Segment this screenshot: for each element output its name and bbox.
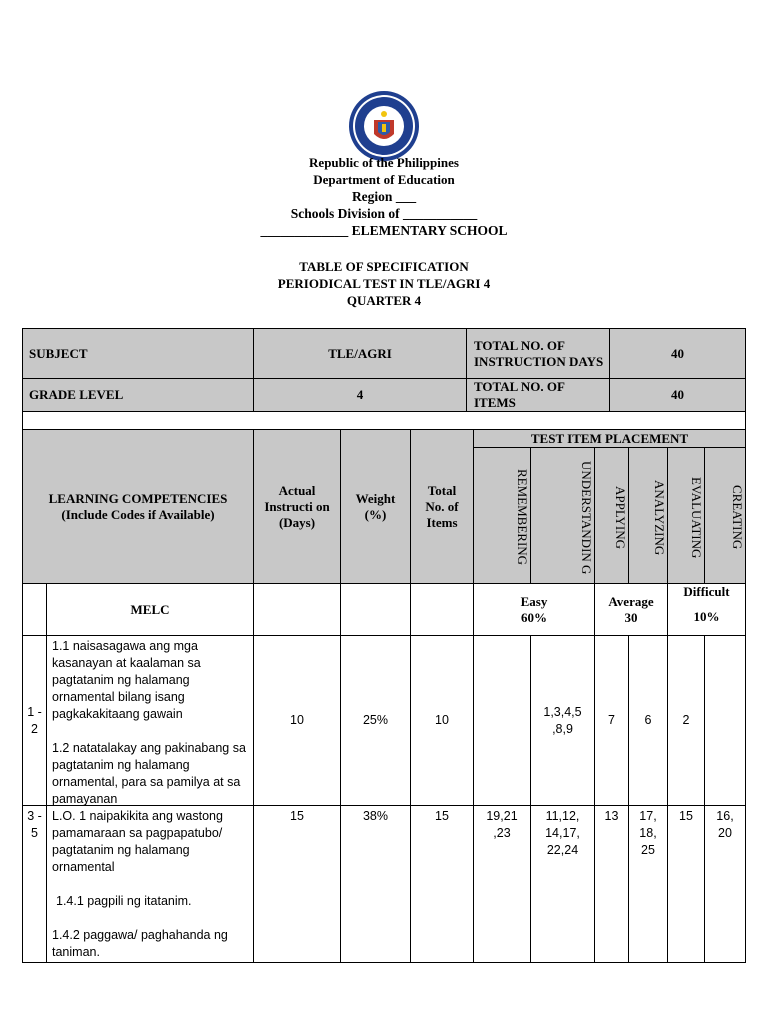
difficulty-blank-days [253,583,341,636]
title-table-of-specification: TABLE OF SPECIFICATION [299,259,469,274]
melc-row-num-blank [22,583,47,636]
understanding-header: UNDERSTANDIN G [530,447,595,584]
evaluating-header: EVALUATING [667,447,705,584]
average-label: Average [608,593,654,609]
creating-header: CREATING [704,447,746,584]
remembering-cell-1 [473,635,531,806]
competency-2-b: 1.4.1 pagpili ng itatanim. [56,894,192,908]
days-cell-2: 15 [253,805,341,963]
applying-cell-1: 7 [594,635,629,806]
difficult-label: Difficult [683,584,730,599]
header-department: Department of Education [313,172,455,187]
easy-percent: 60% [521,609,547,625]
competency-1-a: 1.1 naisasagawa ang mga kasanayan at kaalaman sa pagtatanim ng halamang ornamental bilang isang pagkakakitaang gawain [52,639,201,721]
difficult-percent: 10% [693,609,720,624]
remembering-header: REMEMBERING [473,447,531,584]
actual-days-header: Actual Instructi on (Days) [253,429,341,584]
competency-2-c: 1.4.2 paggawa/ paghahanda ng taniman. [52,928,228,959]
difficulty-blank-weight [340,583,411,636]
subject-value: TLE/AGRI [253,328,467,379]
header-division: Schools Division of ___________ [290,206,478,221]
subject-label: SUBJECT [22,328,254,379]
grade-value: 4 [253,378,467,412]
week-cell-2: 3 - 5 [22,805,47,963]
header-region: Region ___ [351,189,417,204]
evaluating-cell-2: 15 [667,805,705,963]
grade-label: GRADE LEVEL [22,378,254,412]
items-value: 40 [609,378,746,412]
title-periodical-test: PERIODICAL TEST IN TLE/AGRI 4 [277,276,491,291]
difficult-cell [667,583,746,636]
weight-cell-2: 38% [340,805,411,963]
creating-cell-2: 16, 20 [704,805,746,963]
applying-header: APPLYING [594,447,629,584]
spacer-row [22,411,746,430]
items-cell-2: 15 [410,805,474,963]
competency-1-b: 1.2 natatalakay ang pakinabang sa pagtatanim ng halamang ornamental, para sa pamilya at sa pamayanan [52,741,246,806]
applying-cell-2: 13 [594,805,629,963]
competency-2-a: L.O. 1 naipakikita ang wastong pamamaraan sa pagpapatubo/ pagtatanim ng halamang ornamental [52,809,223,874]
items-label: TOTAL NO. OF ITEMS [466,378,610,412]
deped-seal-logo [348,90,420,162]
header-republic: Republic of the Philippines [309,155,459,170]
understanding-cell-1: 1,3,4,5 ,8,9 [530,635,595,806]
analyzing-cell-2: 17, 18, 25 [628,805,668,963]
days-value: 40 [609,328,746,379]
melc-label: MELC [46,583,254,636]
weight-header: Weight (%) [340,429,411,584]
creating-cell-1 [704,635,746,806]
understanding-cell-2: 11,12, 14,17, 22,24 [530,805,595,963]
test-item-placement-header: TEST ITEM PLACEMENT [473,429,746,448]
header-school: _____________ ELEMENTARY SCHOOL [260,223,508,238]
difficulty-blank-total [410,583,474,636]
competency-cell-2 [46,805,254,963]
week-cell-1: 1 - 2 [22,635,47,806]
days-label: TOTAL NO. OF INSTRUCTION DAYS [466,328,610,379]
weight-cell-1: 25% [340,635,411,806]
title-quarter: QUARTER 4 [346,293,422,308]
average-percent: 30 [624,609,638,625]
average-cell [594,583,668,636]
easy-cell [473,583,595,636]
analyzing-cell-1: 6 [628,635,668,806]
easy-label: Easy [520,593,548,609]
competency-cell-1 [46,635,254,806]
items-cell-1: 10 [410,635,474,806]
days-cell-1: 10 [253,635,341,806]
competencies-header: LEARNING COMPETENCIES (Include Codes if Available) [22,429,254,584]
analyzing-header: ANALYZING [628,447,668,584]
evaluating-cell-1: 2 [667,635,705,806]
remembering-cell-2: 19,21 ,23 [473,805,531,963]
total-items-header: Total No. of Items [410,429,474,584]
